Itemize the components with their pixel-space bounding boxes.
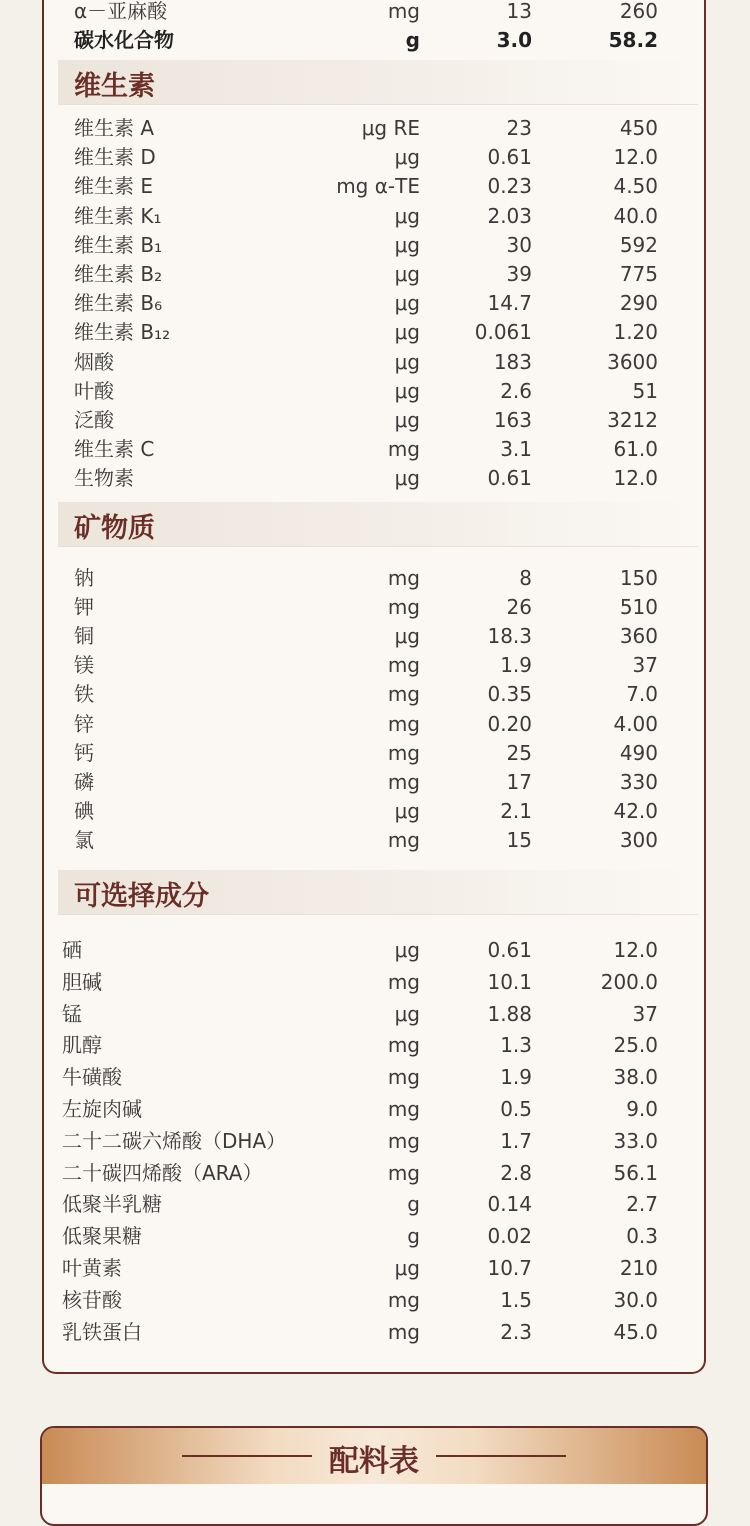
nutrient-unit: mg bbox=[387, 1065, 420, 1089]
nutrient-row bbox=[0, 114, 750, 142]
section-title: 可选择成分 bbox=[74, 881, 209, 912]
nutrient-row bbox=[0, 406, 750, 434]
value-per-100g: 3212 bbox=[607, 408, 658, 432]
nutrient-row bbox=[0, 435, 750, 463]
value-per-100g: 12.0 bbox=[613, 466, 658, 490]
value-per-100kj: 39 bbox=[506, 262, 532, 286]
value-per-100g: 9.0 bbox=[626, 1097, 658, 1121]
nutrient-row bbox=[0, 622, 750, 650]
nutrient-name: 维生素 B₁ bbox=[74, 233, 163, 257]
value-per-100kj: 0.23 bbox=[487, 174, 532, 198]
value-per-100kj: 15 bbox=[506, 828, 532, 852]
value-per-100kj: 1.9 bbox=[500, 1065, 532, 1089]
ingredients-title: 配料表 bbox=[329, 1444, 419, 1479]
nutrient-unit: mg bbox=[387, 1033, 420, 1057]
value-per-100g: 37 bbox=[632, 1002, 658, 1026]
value-per-100g: 150 bbox=[619, 566, 658, 590]
value-per-100g: 25.0 bbox=[613, 1033, 658, 1057]
value-per-100g: 42.0 bbox=[613, 799, 658, 823]
value-per-100g: 210 bbox=[619, 1256, 658, 1280]
value-per-100kj: 3.1 bbox=[500, 437, 532, 461]
nutrient-row bbox=[0, 377, 750, 405]
nutrient-row bbox=[0, 1031, 750, 1059]
nutrient-unit: mg bbox=[387, 682, 420, 706]
value-per-100kj: 183 bbox=[493, 350, 532, 374]
nutrient-name: 胆碱 bbox=[62, 970, 102, 994]
nutrient-row bbox=[0, 202, 750, 230]
value-per-100g: 40.0 bbox=[613, 204, 658, 228]
nutrient-row bbox=[0, 1095, 750, 1123]
nutrient-name: 二十碳四烯酸（ARA） bbox=[62, 1161, 263, 1185]
value-per-100kj: 2.03 bbox=[487, 204, 532, 228]
nutrient-unit: mg bbox=[387, 712, 420, 736]
nutrient-name: 维生素 B₂ bbox=[74, 262, 163, 286]
value-per-100kj: 1.7 bbox=[500, 1129, 532, 1153]
nutrient-name: 磷 bbox=[74, 770, 94, 794]
value-per-100g: 12.0 bbox=[613, 938, 658, 962]
nutrient-name: 二十二碳六烯酸（DHA） bbox=[62, 1129, 287, 1153]
nutrient-row bbox=[0, 936, 750, 964]
value-per-100g: 61.0 bbox=[613, 437, 658, 461]
value-per-100g: 1.20 bbox=[613, 320, 658, 344]
nutrient-row bbox=[0, 739, 750, 767]
nutrient-name: 镁 bbox=[74, 653, 94, 677]
nutrient-row bbox=[0, 1000, 750, 1028]
value-per-100kj: 18.3 bbox=[487, 624, 532, 648]
section-header bbox=[58, 502, 698, 547]
nutrient-name: 维生素 E bbox=[74, 174, 153, 198]
value-per-100kj: 163 bbox=[493, 408, 532, 432]
section-title: 维生素 bbox=[74, 71, 155, 102]
nutrient-row bbox=[0, 260, 750, 288]
value-per-100kj: 0.35 bbox=[487, 682, 532, 706]
nutrient-unit: mg bbox=[387, 595, 420, 619]
nutrient-name: 维生素 D bbox=[74, 145, 156, 169]
nutrient-unit: μg bbox=[394, 145, 420, 169]
value-per-100kj: 1.88 bbox=[487, 1002, 532, 1026]
nutrient-unit: g bbox=[405, 28, 420, 52]
nutrient-name: 硒 bbox=[62, 938, 82, 962]
value-per-100kj: 2.6 bbox=[500, 379, 532, 403]
nutrient-unit: μg bbox=[394, 204, 420, 228]
value-per-100kj: 8 bbox=[519, 566, 532, 590]
nutrient-row bbox=[0, 172, 750, 200]
value-per-100kj: 1.9 bbox=[500, 653, 532, 677]
nutrient-row bbox=[0, 231, 750, 259]
value-per-100kj: 14.7 bbox=[487, 291, 532, 315]
nutrient-row bbox=[0, 797, 750, 825]
value-per-100kj: 2.1 bbox=[500, 799, 532, 823]
nutrient-row bbox=[0, 1127, 750, 1155]
value-per-100g: 360 bbox=[619, 624, 658, 648]
nutrient-row bbox=[0, 593, 750, 621]
nutrient-row bbox=[0, 1190, 750, 1218]
nutrient-name: 钾 bbox=[74, 595, 94, 619]
nutrient-name: 核苷酸 bbox=[62, 1288, 122, 1312]
value-per-100kj: 2.8 bbox=[500, 1161, 532, 1185]
nutrient-unit: mg bbox=[387, 970, 420, 994]
nutrient-row bbox=[0, 1159, 750, 1187]
nutrient-unit: mg bbox=[387, 828, 420, 852]
nutrient-name: 钠 bbox=[74, 566, 94, 590]
nutrient-unit: mg bbox=[387, 1097, 420, 1121]
nutrient-unit: mg bbox=[387, 1288, 420, 1312]
nutrient-name: 低聚半乳糖 bbox=[62, 1192, 162, 1216]
value-per-100g: 58.2 bbox=[608, 28, 658, 52]
value-per-100kj: 17 bbox=[506, 770, 532, 794]
value-per-100kj: 30 bbox=[506, 233, 532, 257]
nutrient-unit: mg bbox=[387, 1161, 420, 1185]
nutrient-row bbox=[0, 1318, 750, 1346]
value-per-100kj: 3.0 bbox=[496, 28, 532, 52]
nutrient-row bbox=[0, 651, 750, 679]
nutrient-row bbox=[0, 464, 750, 492]
nutrient-unit: mg bbox=[387, 437, 420, 461]
ingredients-panel bbox=[40, 1426, 708, 1526]
value-per-100kj: 0.061 bbox=[474, 320, 532, 344]
value-per-100g: 0.3 bbox=[626, 1224, 658, 1248]
value-per-100kj: 0.14 bbox=[487, 1192, 532, 1216]
nutrient-unit: mg bbox=[387, 566, 420, 590]
value-per-100kj: 0.5 bbox=[500, 1097, 532, 1121]
ingredients-header bbox=[42, 1428, 706, 1484]
nutrient-name: 生物素 bbox=[74, 466, 134, 490]
value-per-100kj: 26 bbox=[506, 595, 532, 619]
value-per-100kj: 13 bbox=[506, 0, 532, 23]
nutrient-name: 叶黄素 bbox=[62, 1256, 122, 1280]
nutrient-unit: mg α-TE bbox=[336, 174, 420, 198]
nutrient-unit: mg bbox=[387, 653, 420, 677]
value-per-100kj: 1.3 bbox=[500, 1033, 532, 1057]
nutrient-unit: mg bbox=[387, 741, 420, 765]
value-per-100g: 592 bbox=[619, 233, 658, 257]
value-per-100kj: 0.61 bbox=[487, 466, 532, 490]
value-per-100g: 30.0 bbox=[613, 1288, 658, 1312]
nutrient-row bbox=[0, 0, 750, 25]
nutrient-name: 氯 bbox=[74, 828, 94, 852]
nutrient-name: 低聚果糖 bbox=[62, 1224, 142, 1248]
nutrient-name: 锰 bbox=[62, 1002, 82, 1026]
nutrient-unit: mg bbox=[387, 0, 420, 23]
value-per-100g: 12.0 bbox=[613, 145, 658, 169]
nutrient-name: 维生素 B₁₂ bbox=[74, 320, 171, 344]
value-per-100kj: 0.20 bbox=[487, 712, 532, 736]
nutrient-unit: μg bbox=[394, 408, 420, 432]
nutrient-unit: g bbox=[407, 1192, 420, 1216]
value-per-100g: 38.0 bbox=[613, 1065, 658, 1089]
nutrient-row bbox=[0, 1222, 750, 1250]
nutrient-name: 牛磺酸 bbox=[62, 1065, 122, 1089]
nutrient-unit: μg bbox=[394, 379, 420, 403]
nutrient-row bbox=[0, 1063, 750, 1091]
value-per-100g: 200.0 bbox=[600, 970, 658, 994]
nutrient-unit: μg bbox=[394, 350, 420, 374]
nutrient-unit: mg bbox=[387, 770, 420, 794]
nutrient-unit: μg RE bbox=[361, 116, 420, 140]
nutrient-name: 锌 bbox=[74, 712, 94, 736]
nutrient-unit: μg bbox=[394, 938, 420, 962]
nutrient-name: 乳铁蛋白 bbox=[62, 1320, 142, 1344]
value-per-100g: 3600 bbox=[607, 350, 658, 374]
nutrient-name: α－亚麻酸 bbox=[74, 0, 168, 23]
value-per-100g: 775 bbox=[619, 262, 658, 286]
nutrient-unit: mg bbox=[387, 1129, 420, 1153]
section-header bbox=[58, 870, 698, 915]
nutrient-name: 维生素 C bbox=[74, 437, 155, 461]
nutrient-name: 铜 bbox=[74, 624, 94, 648]
nutrient-row bbox=[0, 968, 750, 996]
value-per-100g: 260 bbox=[619, 0, 658, 23]
nutrient-row bbox=[0, 348, 750, 376]
value-per-100g: 37 bbox=[632, 653, 658, 677]
nutrient-name: 碘 bbox=[74, 799, 94, 823]
value-per-100g: 33.0 bbox=[613, 1129, 658, 1153]
value-per-100g: 2.7 bbox=[626, 1192, 658, 1216]
nutrient-unit: μg bbox=[394, 291, 420, 315]
value-per-100g: 290 bbox=[619, 291, 658, 315]
nutrient-row bbox=[0, 143, 750, 171]
nutrient-unit: μg bbox=[394, 262, 420, 286]
value-per-100kj: 10.7 bbox=[487, 1256, 532, 1280]
nutrient-row bbox=[0, 680, 750, 708]
value-per-100g: 490 bbox=[619, 741, 658, 765]
value-per-100g: 450 bbox=[619, 116, 658, 140]
nutrient-row bbox=[0, 26, 750, 54]
value-per-100kj: 1.5 bbox=[500, 1288, 532, 1312]
nutrient-name: 泛酸 bbox=[74, 408, 114, 432]
value-per-100kj: 2.3 bbox=[500, 1320, 532, 1344]
nutrient-unit: μg bbox=[394, 466, 420, 490]
nutrient-row bbox=[0, 1254, 750, 1282]
nutrient-name: 维生素 A bbox=[74, 116, 155, 140]
section-header bbox=[58, 60, 698, 105]
nutrient-name: 烟酸 bbox=[74, 350, 114, 374]
value-per-100g: 4.00 bbox=[613, 712, 658, 736]
nutrient-row bbox=[0, 564, 750, 592]
value-per-100g: 4.50 bbox=[613, 174, 658, 198]
value-per-100g: 300 bbox=[619, 828, 658, 852]
value-per-100kj: 0.61 bbox=[487, 145, 532, 169]
section-title: 矿物质 bbox=[74, 513, 155, 544]
nutrient-row bbox=[0, 1286, 750, 1314]
value-per-100kj: 23 bbox=[506, 116, 532, 140]
nutrient-row bbox=[0, 318, 750, 346]
nutrient-unit: μg bbox=[394, 799, 420, 823]
nutrient-unit: mg bbox=[387, 1320, 420, 1344]
value-per-100kj: 25 bbox=[506, 741, 532, 765]
nutrient-name: 肌醇 bbox=[62, 1033, 102, 1057]
nutrient-row bbox=[0, 289, 750, 317]
nutrient-name: 维生素 B₆ bbox=[74, 291, 163, 315]
nutrient-unit: μg bbox=[394, 624, 420, 648]
value-per-100kj: 0.02 bbox=[487, 1224, 532, 1248]
nutrient-row bbox=[0, 710, 750, 738]
value-per-100g: 7.0 bbox=[626, 682, 658, 706]
value-per-100g: 56.1 bbox=[613, 1161, 658, 1185]
nutrient-row bbox=[0, 768, 750, 796]
nutrient-name: 钙 bbox=[74, 741, 94, 765]
nutrient-name: 铁 bbox=[74, 682, 94, 706]
value-per-100kj: 0.61 bbox=[487, 938, 532, 962]
nutrient-unit: μg bbox=[394, 233, 420, 257]
nutrient-name: 维生素 K₁ bbox=[74, 204, 162, 228]
value-per-100g: 330 bbox=[619, 770, 658, 794]
value-per-100g: 510 bbox=[619, 595, 658, 619]
value-per-100kj: 10.1 bbox=[487, 970, 532, 994]
nutrient-name: 碳水化合物 bbox=[74, 28, 174, 52]
nutrient-unit: μg bbox=[394, 320, 420, 344]
nutrient-row bbox=[0, 826, 750, 854]
nutrient-name: 左旋肉碱 bbox=[62, 1097, 142, 1121]
value-per-100g: 45.0 bbox=[613, 1320, 658, 1344]
nutrient-unit: μg bbox=[394, 1256, 420, 1280]
nutrient-unit: μg bbox=[394, 1002, 420, 1026]
nutrient-name: 叶酸 bbox=[74, 379, 114, 403]
value-per-100g: 51 bbox=[632, 379, 658, 403]
nutrient-unit: g bbox=[407, 1224, 420, 1248]
